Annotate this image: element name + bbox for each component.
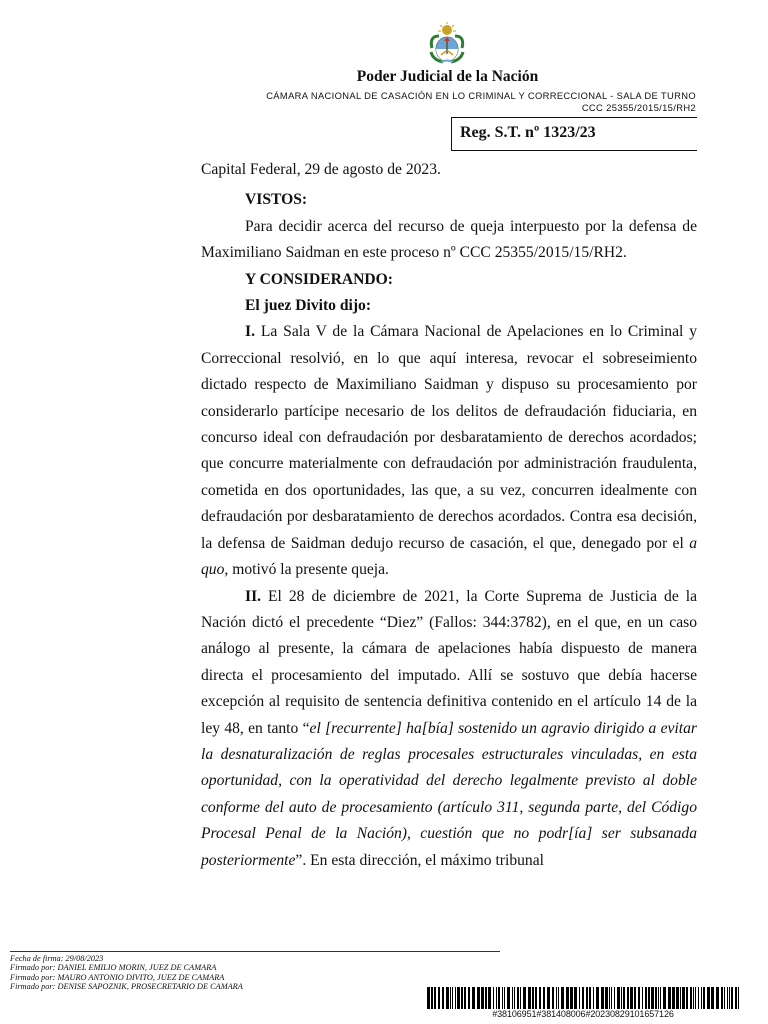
paragraph-ii-text: El 28 de diciembre de 2021, la Corte Suprema de Justicia de la Nación dictó el precedente “Diez” (Fallos: 344:3782), en el que, en un caso análogo al presente, la cámara de apelaciones había dispuesto de manera directa el procesamiento del imputado. Allí se sostuvo que debía hacerse excepción al requisito de sentencia definitiva contenido en el artículo 14 de la ley 48, en tanto “ (201, 587, 697, 737)
barcode-bar (504, 987, 505, 1009)
barcode-bar (614, 987, 615, 1009)
paragraph-ii (201, 584, 697, 874)
barcode-bar (547, 987, 550, 1009)
barcode-bar (552, 987, 554, 1009)
barcode-text: #38106951#381408006#20230829101657126 (492, 1009, 674, 1019)
case-code: CCC 25355/2015/15/RH2 (581, 102, 696, 113)
barcode-bar (707, 987, 710, 1009)
barcode-icon (427, 987, 739, 1009)
paragraph-i (201, 319, 697, 583)
barcode-bar (634, 987, 636, 1009)
barcode-bar (488, 987, 491, 1009)
barcode-bar (446, 987, 449, 1009)
barcode-bar (617, 987, 620, 1009)
barcode-bar (438, 987, 440, 1009)
barcode-bar (556, 987, 557, 1009)
chamber-header (266, 90, 696, 114)
barcode-bar (642, 987, 643, 1009)
signature-line: Firmado por: MAURO ANTONIO DIVITO, JUEZ DE CAMARA (10, 972, 225, 982)
paragraph-i-text: La Sala V de la Cámara Nacional de Apelaciones en lo Criminal y Correccional resolvió, en lo que aquí interesa, revocar el sobreseimiento dictado respecto de Maximiliano Saidman y dispuso su procesamiento por considerarlo partícipe necesario de los delitos de defraudación fiduciaria, en concurso ideal con defraudación por desbaratamiento de derechos acordados; que concurre materialmente con defraudación por administración fraudulenta, cometida en dos oportunidades, las que, a su vez, concurren idealmente con defraudación por desbaratamiento de derechos acordados. Contra esa decisión, la defensa de Saidman dedujo recurso de casación, el que, denegado por el (201, 323, 697, 552)
signature-line: Firmado por: DENISE SAPOZNIK, PROSECRETARIO DE CAMARA (10, 981, 243, 991)
barcode-bar (693, 987, 694, 1009)
barcode-bar (461, 987, 463, 1009)
barcode-bar (498, 987, 500, 1009)
vistos-heading: VISTOS: (245, 191, 308, 209)
barcode-bar (609, 987, 610, 1009)
barcode-bar (735, 987, 737, 1009)
barcode-bar (450, 987, 451, 1009)
barcode-bar (695, 987, 696, 1009)
barcode-bar (574, 987, 577, 1009)
vistos-paragraph: Para decidir acerca del recurso de queja interpuesto por la defensa de Maximiliano Saidman en este proceso nº CCC 25355/2015/15/RH2. (201, 217, 697, 262)
barcode-bar (593, 987, 594, 1009)
barcode-bar (442, 987, 444, 1009)
barcode-bar (701, 987, 702, 1009)
barcode-bar (512, 987, 513, 1009)
barcode-bar (703, 987, 705, 1009)
institution-heading: Poder Judicial de la Nación (356, 68, 539, 85)
barcode-bar (660, 987, 661, 1009)
barcode-bar (690, 987, 692, 1009)
barcode-bar (543, 987, 545, 1009)
barcode-bar (535, 987, 537, 1009)
barcode-bar (630, 987, 633, 1009)
barcode-bar (514, 987, 515, 1009)
barcode-bar (496, 987, 497, 1009)
barcode-bar (589, 987, 591, 1009)
barcode-bar (579, 987, 580, 1009)
barcode-bar (507, 987, 510, 1009)
barcode-bar (601, 987, 604, 1009)
barcode-bar (570, 987, 573, 1009)
barcode-bar (517, 987, 519, 1009)
barcode-bar (464, 987, 466, 1009)
registry-number: Reg. S.T. nº 1323/23 (460, 124, 596, 141)
barcode-bar (611, 987, 612, 1009)
barcode-bar (427, 987, 430, 1009)
barcode-bar (638, 987, 640, 1009)
barcode-bar (724, 987, 725, 1009)
barcode-bar (651, 987, 654, 1009)
barcode-bar (645, 987, 647, 1009)
barcode-bar (621, 987, 622, 1009)
paragraph-i-number: I. (245, 323, 255, 341)
barcode-bar (528, 987, 531, 1009)
barcode-bar (738, 987, 739, 1009)
date-line: Capital Federal, 29 de agosto de 2023. (201, 161, 441, 178)
paragraph-i-italic: a quo (201, 534, 697, 579)
barcode-bar (698, 987, 699, 1009)
paragraph-ii-number: II. (245, 587, 262, 605)
barcode-bar (716, 987, 719, 1009)
barcode-bar (727, 987, 728, 1009)
barcode-bar (648, 987, 650, 1009)
paragraph-i-text-end: , motivó la presente queja. (224, 561, 389, 579)
barcode-bar (586, 987, 588, 1009)
barcode-bar (493, 987, 494, 1009)
barcode-bar (472, 987, 475, 1009)
barcode-bar (663, 987, 666, 1009)
chamber-name: CÁMARA NACIONAL DE CASACIÓN EN LO CRIMINAL Y CORRECCIONAL - SALA DE TURNO (266, 90, 696, 101)
barcode-bar (481, 987, 484, 1009)
barcode-bar (457, 987, 460, 1009)
considerando-heading: Y CONSIDERANDO: (245, 270, 394, 288)
barcode-bar (627, 987, 629, 1009)
barcode-bar (605, 987, 608, 1009)
signature-date: Fecha de firma: 29/08/2023 (10, 954, 104, 963)
barcode-bar (731, 987, 733, 1009)
barcode-bar (485, 987, 487, 1009)
barcode-bar (655, 987, 657, 1009)
barcode-bar (658, 987, 659, 1009)
barcode-bar (477, 987, 480, 1009)
barcode-bar (468, 987, 470, 1009)
barcode-bar (532, 987, 534, 1009)
signature-divider (10, 951, 500, 952)
barcode-bar (668, 987, 671, 1009)
national-coat-of-arms-icon (427, 22, 467, 64)
judge-heading: El juez Divito dijo: (245, 297, 372, 315)
barcode-bar (676, 987, 679, 1009)
barcode-bar (682, 987, 685, 1009)
barcode-bar (455, 987, 456, 1009)
barcode-bar (523, 987, 526, 1009)
barcode-bar (596, 987, 599, 1009)
barcode-bar (520, 987, 521, 1009)
barcode-bar (434, 987, 436, 1009)
barcode-bar (558, 987, 559, 1009)
barcode-bar (729, 987, 730, 1009)
barcode-bar (431, 987, 433, 1009)
barcode-bar (672, 987, 675, 1009)
barcode-bar (721, 987, 723, 1009)
barcode-bar (711, 987, 714, 1009)
barcode-bar (452, 987, 453, 1009)
barcode-bar (623, 987, 625, 1009)
barcode-bar (680, 987, 681, 1009)
barcode-bar (582, 987, 584, 1009)
signature-block (10, 954, 243, 991)
document-body (201, 157, 697, 874)
barcode-bar (566, 987, 569, 1009)
barcode-bar (502, 987, 503, 1009)
barcode-bar (561, 987, 564, 1009)
barcode-bar (686, 987, 688, 1009)
paragraph-ii-quote: el [recurrente] ha[bía] sostenido un agravio dirigido a evitar la desnaturalización de reglas procesales estructurales vinculadas, en esta oportunidad, con la operatividad del derecho legalmente previsto al doble conforme del auto de procesamiento (artículo 311, segunda parte, del Código Procesal Penal de la Nación), cuestión que no podr[ía] ser subsanada posteriormente (201, 719, 697, 869)
barcode-bar (539, 987, 541, 1009)
signature-line: Firmado por: DANIEL EMILIO MORIN, JUEZ DE CAMARA (10, 963, 217, 973)
paragraph-ii-text-end: ”. En esta dirección, el máximo tribunal (295, 851, 544, 869)
registry-box (451, 117, 697, 151)
